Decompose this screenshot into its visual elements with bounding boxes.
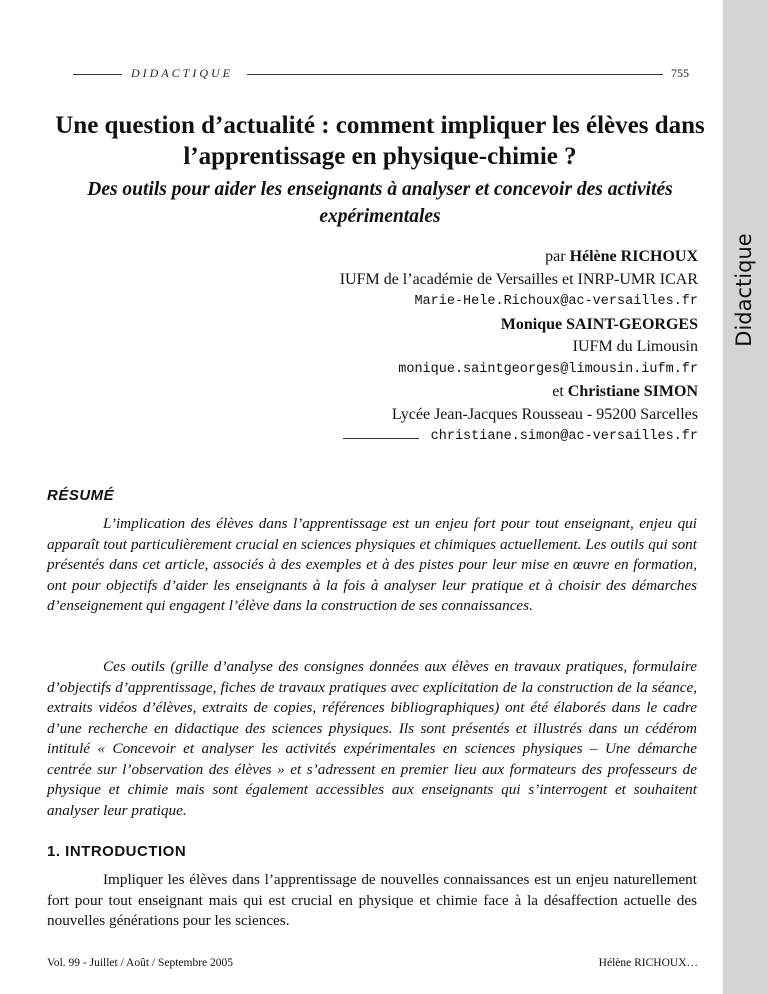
introduction-paragraph-1: Impliquer les élèves dans l’apprentissage de nouvelles connaissances est un enjeu naturellement fort pour tout enseignant mais qui est crucial en physique et chimie face à la désaffection actuelle des nouvelles générations pour les sciences. — [47, 871, 697, 929]
author-email-1[interactable]: Marie-Hele.Richoux@ac-versailles.fr — [414, 294, 698, 309]
article-subtitle: Des outils pour aider les enseignants à analyser et concevoir des activités expérimentales — [87, 179, 673, 227]
footer-volume: Vol. 99 - Juillet / Août / Septembre 2005 — [47, 957, 234, 969]
author-affiliation-3: Lycée Jean-Jacques Rousseau - 95200 Sarcelles — [391, 405, 698, 423]
author-line-3 — [238, 381, 698, 404]
resume-paragraph-1: L’implication des élèves dans l’apprentissage est un enjeu fort pour tout enseignant, enjeu qui apparaît tout particulièrement crucial en sciences physiques et chimiques actuellement. Les outils qui sont présentés dans cet article, associés à des exemples et à des pistes pour leur mise en œuvre en formation, ont pour objectifs d’aider les enseignants à la fois à analyser leur pratique et à choisir des démarches d’enseignement qui engagent l’élève dans la construction de ses connaissances. — [47, 515, 697, 614]
author-affiliation-2: IUFM du Limousin — [572, 338, 698, 355]
resume-paragraph-2: Ces outils (grille d’analyse des consignes données aux élèves en travaux pratiques, formulaire d’objectifs d’apprentissage, fiches de travaux pratiques avec explicitation de la construction de la séance, extraits vidéos d’élèves, extraits de copies, références bibliographiques) ont été élaborés dans le cadre d’une recherche en didactique des sciences physiques. Ils sont présentés et illustrés dans un cédérom intitulé « Concevoir et analyser les activités expérimentales en sciences physiques – Une démarche centrée sur l’observation des élèves » et s’adressent en premier lieu aux formateurs des professeurs de physique et chimie mais sont également accessibles aux enseignants qui s’interrogent et souhaitent analyser leur pratique. — [47, 658, 697, 819]
page-number: 755 — [671, 66, 689, 80]
author-email-3[interactable]: christiane.simon@ac-versailles.fr — [430, 429, 698, 444]
author-name-3: Christiane SIMON — [567, 383, 698, 400]
footer-author: Hélène RICHOUX… — [598, 957, 698, 969]
side-tab-label: Didactique — [732, 233, 756, 347]
author-email-2[interactable]: monique.saintgeorges@limousin.iufm.fr — [398, 361, 698, 377]
resume-heading: RÉSUMÉ — [47, 487, 115, 504]
author-line-1 — [238, 246, 698, 269]
author-name-1: Hélène RICHOUX — [569, 248, 698, 265]
author-prefix: par — [545, 248, 570, 265]
header-rule-right — [247, 74, 663, 75]
author-affiliation-1: IUFM de l’académie de Versailles et INRP-UMR ICAR — [339, 270, 698, 288]
side-tab — [723, 0, 768, 994]
author-name-2: Monique SAINT-GEORGES — [500, 315, 698, 333]
header-rule-left — [73, 74, 122, 75]
author-prefix: et — [552, 383, 568, 400]
author-divider — [343, 438, 419, 439]
running-header-section: DIDACTIQUE — [131, 66, 233, 80]
introduction-heading: 1. INTRODUCTION — [47, 843, 187, 860]
article-title: Une question d’actualité : comment impliquer les élèves dans l’apprentissage en physique-chimie ? — [55, 112, 705, 170]
author-line-2 — [238, 314, 698, 337]
author-block — [238, 246, 698, 449]
